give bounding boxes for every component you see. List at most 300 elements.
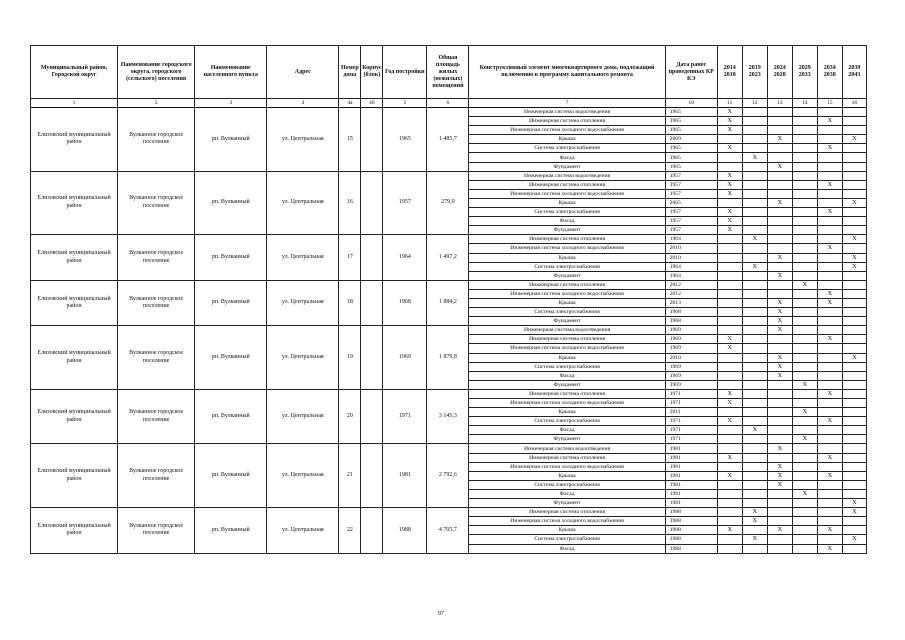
period-mark-cell [792, 471, 817, 480]
period-mark-cell: X [742, 153, 767, 162]
prior-date-cell: 1969 [665, 335, 717, 344]
year-built-cell: 1969 [383, 326, 427, 390]
period-mark-cell [817, 280, 842, 289]
prior-date-cell: 1969 [665, 344, 717, 353]
period-mark-cell [717, 371, 742, 380]
period-mark-cell [817, 162, 842, 171]
period-mark-cell [742, 126, 767, 135]
period-mark-cell [742, 289, 767, 298]
element-cell: Крыша [469, 253, 665, 262]
column-number: 3 [195, 99, 267, 108]
column-number: 15 [817, 99, 842, 108]
element-cell: Система электроснабжения [469, 144, 665, 153]
period-mark-cell: X [767, 253, 792, 262]
prior-date-cell: 1957 [665, 217, 717, 226]
period-mark-cell: X [767, 198, 792, 207]
period-mark-cell [717, 499, 742, 508]
element-cell: Инженерная система холодного водоснабжения [469, 462, 665, 471]
building-cell [361, 444, 383, 508]
prior-date-cell: 1964 [665, 235, 717, 244]
period-mark-cell [842, 471, 866, 480]
prior-date-cell: 1964 [665, 271, 717, 280]
period-mark-cell [742, 171, 767, 180]
element-cell: Система электроснабжения [469, 480, 665, 489]
period-mark-cell [817, 380, 842, 389]
period-mark-cell [767, 344, 792, 353]
district-cell: Елизовский муниципальный район [31, 508, 118, 553]
period-mark-cell [842, 435, 866, 444]
prior-date-cell: 2011 [665, 408, 717, 417]
period-mark-cell [842, 162, 866, 171]
locality-cell: рп. Вулканный [195, 508, 267, 553]
element-cell: Система электроснабжения [469, 262, 665, 271]
column-number: 6 [427, 99, 469, 108]
period-mark-cell [742, 298, 767, 307]
period-mark-cell [817, 435, 842, 444]
period-mark-cell: X [817, 244, 842, 253]
period-mark-cell [767, 335, 792, 344]
period-mark-cell [817, 308, 842, 317]
table-row [31, 235, 867, 244]
period-mark-cell [742, 226, 767, 235]
prior-date-cell: 1988 [665, 526, 717, 535]
prior-date-cell: 1981 [665, 444, 717, 453]
area-cell: 1 497,2 [427, 235, 469, 280]
period-mark-cell [842, 426, 866, 435]
period-mark-cell: X [817, 526, 842, 535]
period-mark-cell [842, 217, 866, 226]
period-mark-cell [842, 171, 866, 180]
period-mark-cell: X [717, 217, 742, 226]
period-mark-cell [792, 198, 817, 207]
prior-date-cell: 1981 [665, 480, 717, 489]
period-mark-cell [842, 335, 866, 344]
header-row [31, 46, 867, 99]
period-mark-cell [792, 144, 817, 153]
element-cell: Фундамент [469, 317, 665, 326]
period-mark-cell: X [742, 508, 767, 517]
element-cell: Система электроснабжения [469, 535, 665, 544]
period-mark-cell [717, 308, 742, 317]
period-mark-cell [842, 399, 866, 408]
building-cell [361, 389, 383, 444]
period-mark-cell [717, 153, 742, 162]
house-number-cell: 21 [339, 444, 361, 508]
period-mark-cell: X [792, 280, 817, 289]
element-cell: Инженерная система водоотведения [469, 444, 665, 453]
table-row [31, 171, 867, 180]
column-number: 2 [118, 99, 195, 108]
period-mark-cell [742, 480, 767, 489]
period-mark-cell: X [717, 526, 742, 535]
area-cell: 4 705,7 [427, 508, 469, 553]
period-mark-cell [792, 389, 817, 398]
prior-date-cell: 1969 [665, 380, 717, 389]
period-mark-cell [817, 344, 842, 353]
element-cell: Инженерная система водоотведения [469, 171, 665, 180]
period-mark-cell: X [817, 453, 842, 462]
period-mark-cell [792, 289, 817, 298]
prior-date-cell: 2010 [665, 244, 717, 253]
column-number: 1 [31, 99, 118, 108]
col-header-element: Конструктивный элемент многоквартирного дома, подлежащий включению в программу капитального ремонта [469, 46, 665, 99]
period-mark-cell [717, 480, 742, 489]
element-cell: Инженерная система холодного водоснабжения [469, 289, 665, 298]
element-cell: Крыша [469, 471, 665, 480]
period-mark-cell [792, 517, 817, 526]
period-mark-cell [717, 162, 742, 171]
period-mark-cell [742, 308, 767, 317]
prior-date-cell: 2009 [665, 135, 717, 144]
period-mark-cell [842, 326, 866, 335]
year-built-cell: 1957 [383, 171, 427, 235]
prior-date-cell: 1957 [665, 208, 717, 217]
prior-date-cell: 1971 [665, 417, 717, 426]
period-mark-cell [817, 271, 842, 280]
column-number: 14 [792, 99, 817, 108]
period-mark-cell [842, 362, 866, 371]
element-cell: Фундамент [469, 380, 665, 389]
period-mark-cell [792, 262, 817, 271]
period-mark-cell [717, 489, 742, 498]
element-cell: Инженерная система холодного водоснабжения [469, 344, 665, 353]
period-mark-cell [842, 408, 866, 417]
period-mark-cell [767, 262, 792, 271]
period-mark-cell [817, 317, 842, 326]
period-mark-cell [742, 526, 767, 535]
period-mark-cell [767, 435, 792, 444]
district-cell: Елизовский муниципальный район [31, 108, 118, 172]
district-cell: Елизовский муниципальный район [31, 235, 118, 280]
period-mark-cell [767, 153, 792, 162]
period-mark-cell: X [717, 117, 742, 126]
house-number-cell: 15 [339, 108, 361, 172]
period-mark-cell: X [842, 535, 866, 544]
period-mark-cell [767, 489, 792, 498]
period-mark-cell [817, 253, 842, 262]
period-mark-cell: X [792, 408, 817, 417]
element-cell: Инженерная система отопления [469, 117, 665, 126]
prior-date-cell: 1968 [665, 317, 717, 326]
period-mark-cell [717, 262, 742, 271]
period-mark-cell [842, 117, 866, 126]
period-mark-cell: X [767, 298, 792, 307]
period-mark-cell [842, 389, 866, 398]
period-mark-cell: X [717, 208, 742, 217]
column-number-row [31, 99, 867, 108]
period-mark-cell [742, 544, 767, 553]
period-mark-cell [842, 453, 866, 462]
period-mark-cell: X [717, 399, 742, 408]
element-cell: Фасад [469, 153, 665, 162]
period-mark-cell [792, 235, 817, 244]
period-mark-cell [792, 417, 817, 426]
prior-date-cell: 1957 [665, 226, 717, 235]
period-mark-cell [817, 508, 842, 517]
year-built-cell: 1968 [383, 280, 427, 325]
element-cell: Инженерная система холодного водоснабжения [469, 189, 665, 198]
prior-date-cell: 1971 [665, 389, 717, 398]
period-mark-cell [792, 335, 817, 344]
element-cell: Фундамент [469, 226, 665, 235]
house-number-cell: 20 [339, 389, 361, 444]
period-mark-cell [842, 280, 866, 289]
period-mark-cell: X [767, 326, 792, 335]
period-mark-cell [742, 317, 767, 326]
period-mark-cell [717, 198, 742, 207]
element-cell: Фасад [469, 217, 665, 226]
capital-repair-table [30, 45, 867, 554]
period-mark-cell [817, 226, 842, 235]
period-mark-cell [842, 271, 866, 280]
street-cell: ул. Центральная [267, 508, 339, 553]
period-mark-cell [742, 417, 767, 426]
period-mark-cell [767, 289, 792, 298]
element-cell: Инженерная система отопления [469, 180, 665, 189]
period-mark-cell [767, 108, 792, 117]
period-mark-cell [792, 453, 817, 462]
period-mark-cell [742, 108, 767, 117]
col-header-area: Общая площадь жилых (нежилых) помещений [427, 46, 469, 99]
period-mark-cell: X [742, 517, 767, 526]
prior-date-cell: 2012 [665, 280, 717, 289]
period-mark-cell [842, 189, 866, 198]
period-mark-cell [742, 408, 767, 417]
period-mark-cell: X [742, 535, 767, 544]
period-mark-cell [742, 499, 767, 508]
period-mark-cell [767, 399, 792, 408]
period-mark-cell: X [717, 453, 742, 462]
street-cell: ул. Центральная [267, 389, 339, 444]
period-mark-cell [817, 198, 842, 207]
period-mark-cell: X [767, 371, 792, 380]
building-cell [361, 508, 383, 553]
period-mark-cell [742, 462, 767, 471]
period-mark-cell [767, 117, 792, 126]
table-row [31, 389, 867, 398]
period-mark-cell [767, 189, 792, 198]
building-cell [361, 235, 383, 280]
period-mark-cell [742, 399, 767, 408]
year-built-cell: 1965 [383, 108, 427, 172]
year-built-cell: 1964 [383, 235, 427, 280]
period-mark-cell [842, 226, 866, 235]
prior-date-cell: 1964 [665, 262, 717, 271]
period-mark-cell [792, 326, 817, 335]
period-mark-cell [817, 235, 842, 244]
period-mark-cell: X [767, 444, 792, 453]
period-mark-cell: X [717, 417, 742, 426]
period-mark-cell [792, 135, 817, 144]
period-mark-cell [817, 489, 842, 498]
period-mark-cell [742, 271, 767, 280]
area-cell: 2 792,6 [427, 444, 469, 508]
settlement-cell: Вулканное городское поселение [118, 389, 195, 444]
page-number: 97 [438, 611, 444, 617]
period-mark-cell [792, 308, 817, 317]
prior-date-cell: 1988 [665, 508, 717, 517]
period-mark-cell: X [717, 344, 742, 353]
period-mark-cell [817, 480, 842, 489]
period-mark-cell [817, 171, 842, 180]
period-mark-cell [717, 317, 742, 326]
period-mark-cell [817, 444, 842, 453]
street-cell: ул. Центральная [267, 108, 339, 172]
period-mark-cell: X [767, 308, 792, 317]
period-mark-cell [742, 180, 767, 189]
period-mark-cell: X [817, 117, 842, 126]
element-cell: Фундамент [469, 271, 665, 280]
period-mark-cell [742, 280, 767, 289]
element-cell: Крыша [469, 135, 665, 144]
period-mark-cell [842, 126, 866, 135]
prior-date-cell: 1957 [665, 189, 717, 198]
period-mark-cell [817, 189, 842, 198]
building-cell [361, 280, 383, 325]
settlement-cell: Вулканное городское поселение [118, 171, 195, 235]
period-mark-cell [717, 535, 742, 544]
period-mark-cell [817, 135, 842, 144]
period-mark-cell [792, 426, 817, 435]
period-mark-cell: X [842, 198, 866, 207]
prior-date-cell: 1965 [665, 144, 717, 153]
period-mark-cell [742, 389, 767, 398]
period-mark-cell: X [842, 262, 866, 271]
prior-date-cell: 1969 [665, 362, 717, 371]
period-mark-cell [767, 426, 792, 435]
column-number: 7 [469, 99, 665, 108]
period-mark-cell: X [767, 162, 792, 171]
period-mark-cell [792, 189, 817, 198]
element-cell: Инженерная система отопления [469, 453, 665, 462]
period-mark-cell: X [767, 135, 792, 144]
element-cell: Фундамент [469, 435, 665, 444]
period-mark-cell [717, 508, 742, 517]
period-mark-cell: X [817, 298, 842, 307]
period-mark-cell [842, 417, 866, 426]
building-cell [361, 171, 383, 235]
prior-date-cell: 1988 [665, 517, 717, 526]
period-mark-cell [742, 162, 767, 171]
period-mark-cell [792, 526, 817, 535]
period-mark-cell [742, 489, 767, 498]
period-mark-cell [842, 180, 866, 189]
period-mark-cell [817, 108, 842, 117]
period-mark-cell [717, 353, 742, 362]
column-number: 12 [742, 99, 767, 108]
period-mark-cell: X [717, 180, 742, 189]
district-cell: Елизовский муниципальный район [31, 389, 118, 444]
period-mark-cell: X [717, 226, 742, 235]
period-mark-cell [767, 408, 792, 417]
period-mark-cell [792, 217, 817, 226]
prior-date-cell: 1981 [665, 453, 717, 462]
col-header-prior-date: Дата ранее проведенных КР КЭ [665, 46, 717, 99]
period-mark-cell [767, 508, 792, 517]
period-mark-cell [742, 326, 767, 335]
locality-cell: рп. Вулканный [195, 326, 267, 390]
column-number: 13 [767, 99, 792, 108]
period-mark-cell [717, 408, 742, 417]
period-mark-cell: X [842, 235, 866, 244]
period-mark-cell [842, 489, 866, 498]
period-mark-cell [792, 371, 817, 380]
period-mark-cell [717, 426, 742, 435]
period-mark-cell: X [767, 362, 792, 371]
element-cell: Фасад [469, 371, 665, 380]
period-mark-cell: X [817, 180, 842, 189]
period-mark-cell [792, 344, 817, 353]
element-cell: Инженерная система холодного водоснабжения [469, 517, 665, 526]
district-cell: Елизовский муниципальный район [31, 171, 118, 235]
street-cell: ул. Центральная [267, 444, 339, 508]
period-mark-cell: X [792, 489, 817, 498]
period-mark-cell: X [817, 289, 842, 298]
period-mark-cell: X [767, 317, 792, 326]
prior-date-cell: 2005 [665, 198, 717, 207]
period-mark-cell [742, 217, 767, 226]
street-cell: ул. Центральная [267, 171, 339, 235]
period-mark-cell: X [842, 499, 866, 508]
period-mark-cell [842, 144, 866, 153]
element-cell: Инженерная система водоотведения [469, 326, 665, 335]
period-mark-cell [842, 298, 866, 307]
period-mark-cell: X [742, 262, 767, 271]
period-mark-cell [842, 371, 866, 380]
period-mark-cell [767, 144, 792, 153]
element-cell: Крыша [469, 198, 665, 207]
period-mark-cell [842, 344, 866, 353]
column-number: 11 [717, 99, 742, 108]
period-mark-cell [792, 535, 817, 544]
element-cell: Система электроснабжения [469, 208, 665, 217]
table-row [31, 508, 867, 517]
house-number-cell: 22 [339, 508, 361, 553]
element-cell: Инженерная система отопления [469, 335, 665, 344]
period-mark-cell [842, 480, 866, 489]
period-mark-cell [792, 226, 817, 235]
period-mark-cell [792, 126, 817, 135]
period-mark-cell [742, 144, 767, 153]
period-mark-cell [742, 344, 767, 353]
col-header-period: 2019 2023 [742, 46, 767, 99]
period-mark-cell [842, 244, 866, 253]
period-mark-cell [717, 271, 742, 280]
period-mark-cell [792, 117, 817, 126]
period-mark-cell [792, 480, 817, 489]
prior-date-cell: 1968 [665, 308, 717, 317]
period-mark-cell [742, 117, 767, 126]
period-mark-cell [742, 189, 767, 198]
house-number-cell: 16 [339, 171, 361, 235]
period-mark-cell [767, 180, 792, 189]
settlement-cell: Вулканное городское поселение [118, 108, 195, 172]
period-mark-cell [792, 153, 817, 162]
period-mark-cell: X [817, 144, 842, 153]
col-header-house-no: Номер дома [339, 46, 361, 99]
period-mark-cell [717, 544, 742, 553]
period-mark-cell [842, 544, 866, 553]
element-cell: Инженерная система водоотведения [469, 108, 665, 117]
period-mark-cell [767, 499, 792, 508]
period-mark-cell [817, 408, 842, 417]
element-cell: Крыша [469, 526, 665, 535]
period-mark-cell [817, 371, 842, 380]
prior-date-cell: 2010 [665, 353, 717, 362]
column-number: 10 [665, 99, 717, 108]
period-mark-cell: X [817, 208, 842, 217]
period-mark-cell [842, 317, 866, 326]
